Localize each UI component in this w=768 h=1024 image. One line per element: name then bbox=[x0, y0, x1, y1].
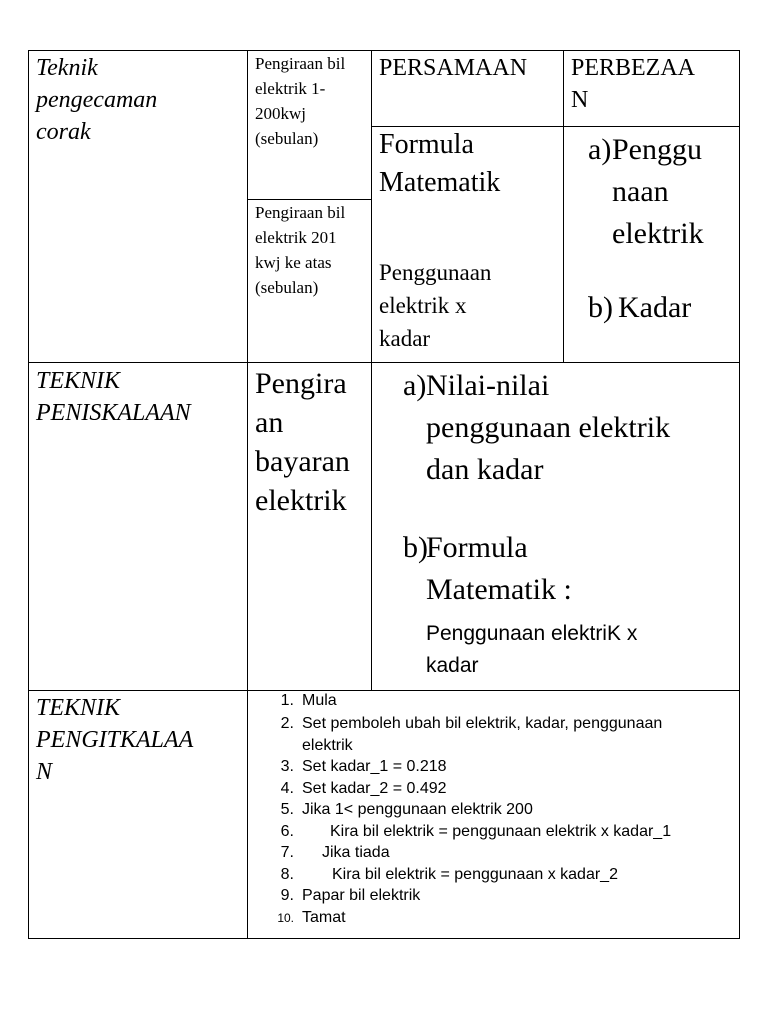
label-teknik-peniskalaan: TEKNIK PENISKALAAN bbox=[36, 368, 191, 426]
persamaan-header: PERSAMAAN bbox=[379, 55, 528, 81]
formula-matematik: Formula Matematik bbox=[379, 129, 501, 198]
point-b-text: Formula Matematik : bbox=[426, 531, 572, 606]
calc-1-200kwj: Pengiraan bil elektrik 1- 200kwj (sebulan) bbox=[255, 54, 346, 148]
point-a-marker: a) bbox=[403, 369, 427, 402]
diff-b-text: Kadar bbox=[618, 291, 692, 324]
row2-bottom bbox=[28, 690, 740, 691]
label-teknik-pengitkalaan: TEKNIK PENGITKALAA N bbox=[36, 695, 194, 785]
step-2: 2. Set pemboleh ubah bil elektrik, kadar, penggunaan bbox=[280, 715, 663, 732]
row1-bottom bbox=[28, 362, 740, 363]
step-8: 8. Kira bil elektrik = penggunaan x kadar_2 bbox=[280, 866, 618, 883]
step-5: 5. Jika 1< penggunaan elektrik 200 bbox=[280, 801, 533, 818]
formula-description: Penggunaan elektrik x kadar bbox=[379, 260, 492, 351]
step-9: 9. Papar bil elektrik bbox=[280, 887, 421, 904]
pengiraan-bayaran-elektrik: Pengira an bayaran elektrik bbox=[255, 367, 350, 517]
diff-a-text: Penggu naan elektrik bbox=[612, 133, 704, 250]
border-right bbox=[739, 50, 740, 939]
col3-divider bbox=[563, 50, 564, 363]
step-2-continued: elektrik bbox=[302, 737, 353, 754]
label-teknik-pengecaman-corak: Teknik pengecaman corak bbox=[36, 55, 158, 145]
point-b-formula: Penggunaan elektriK x kadar bbox=[426, 622, 638, 677]
col2-divider bbox=[371, 50, 372, 691]
col1-divider bbox=[247, 50, 248, 939]
perbezaan-header: PERBEZAA N bbox=[571, 55, 696, 113]
point-a-text: Nilai-nilai penggunaan elektrik dan kadar bbox=[426, 369, 671, 486]
step-1: 1. Mula bbox=[280, 692, 337, 709]
calc-201kwj-above: Pengiraan bil elektrik 201 kwj ke atas (sebulan) bbox=[255, 203, 346, 297]
diff-b-marker: b) bbox=[588, 291, 613, 324]
step-6: 6. Kira bil elektrik = penggunaan elektrik x kadar_1 bbox=[280, 823, 672, 840]
border-left bbox=[28, 50, 29, 939]
step-4: 4. Set kadar_2 = 0.492 bbox=[280, 780, 447, 797]
step-10: 10. Tamat bbox=[277, 909, 346, 926]
diff-a-marker: a) bbox=[588, 133, 612, 166]
step-7: 7. Jika tiada bbox=[280, 844, 390, 861]
step-3: 3. Set kadar_1 = 0.218 bbox=[280, 758, 447, 775]
border-bottom bbox=[28, 938, 740, 939]
point-b-marker: b) bbox=[403, 531, 428, 564]
border-top bbox=[28, 50, 740, 51]
